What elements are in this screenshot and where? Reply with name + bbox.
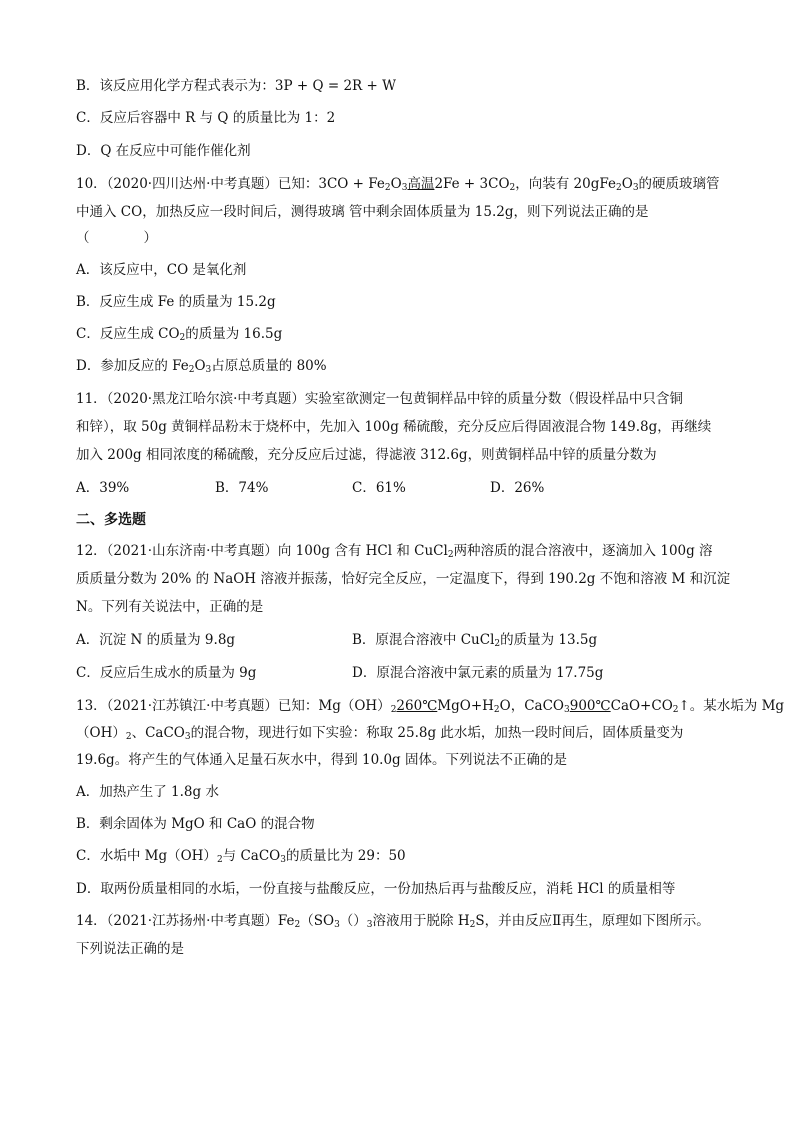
reaction-condition: 高温 — [407, 176, 435, 192]
q10-stem-line1: 10．（2020·四川达州·中考真题）已知：$3CO + Fe_2O_3$高温$2Fe + 3CO_2$，向装有 $20gFe_2O_3$的硬质玻璃管 — [76, 176, 720, 193]
q12-stem-line2: 质质量分数为 20% 的 NaOH 溶液并振荡，恰好完全反应，一定温度下，得到 190.2g 不饱和溶液 M 和沉淀 — [76, 571, 731, 587]
reaction-condition: 260℃ — [396, 698, 438, 714]
q10-option-b: B．反应生成 Fe 的质量为 15.2g — [76, 294, 276, 310]
q9-option-b: B．该反应用化学方程式表示为：3P + Q = 2R + W — [76, 78, 396, 94]
q11-option-d: D．26% — [490, 480, 545, 496]
q14-stem-line1: 14．（2021·江苏扬州·中考真题）$Fe_2(SO_3()_3$溶液用于脱除 $H_2S$，并由反应Ⅱ再生，原理如下图所示。 — [76, 913, 710, 930]
q12-option-c: C．反应后生成水的质量为 9g — [76, 665, 257, 681]
q13-option-c: C．水垢中 $Mg(OH)_2$与 CaCO$_3$的质量比为 29：50 — [76, 848, 406, 865]
q13-option-b: B．剩余固体为 MgO 和 CaO 的混合物 — [76, 816, 315, 832]
q11-option-b: B．74% — [215, 480, 269, 496]
q11-option-a: A．39% — [76, 480, 130, 496]
q10-option-a: A．该反应中，CO 是氧化剂 — [76, 262, 247, 278]
q10-number: 10． — [76, 176, 107, 192]
reaction-condition: 900℃ — [569, 698, 611, 714]
q11-stem-line2: 和锌），取 50g 黄铜样品粉末于烧杯中，先加入 100g 稀硫酸，充分反应后得固液混合物 149.8g，再继续 — [76, 419, 712, 435]
q10-option-d: D．参加反应的 $Fe_2O_3$占原总质量的 80% — [76, 358, 327, 375]
q9-option-d: D．Q 在反应中可能作催化剂 — [76, 143, 251, 159]
q10-stem-line2: 中通入 CO，加热反应一段时间后，测得玻璃 管中剩余固体质量为 15.2g，则下列说法正确的是 — [76, 204, 649, 220]
section-heading: 二、多选题 — [76, 512, 146, 528]
q12-stem-line1: 12．（2021·山东济南·中考真题）向 100g 含有 HCl 和 CuCl$_2$两种溶质的混合溶液中，逐滴加入 100g 溶 — [76, 543, 713, 560]
q10-source: （2020·四川达州·中考真题） — [106, 176, 278, 192]
q11-stem-line3: 加入 200g 相同浓度的稀硫酸，充分反应后过滤，得滤液 312.6g，则黄铜样品中锌的质量分数为 — [76, 447, 657, 463]
q13-stem-line1: 13．（2021·江苏镇江·中考真题）已知：$Mg(OH)_2260℃MgO+H_2O$，$CaCO_3900℃CaO+CO_2↑$。某水垢为 Mg — [76, 698, 785, 715]
q11-stem-line1: 11．（2020·黑龙江哈尔滨·中考真题）实验室欲测定一包黄铜样品中锌的质量分数（假设样品中只含铜 — [76, 391, 683, 407]
q10-answer-blank: （ ） — [76, 230, 157, 246]
q10-option-c: C．反应生成 $CO_2$的质量为 16.5g — [76, 326, 283, 343]
q12-option-b: B．原混合溶液中 CuCl$_2$的质量为 13.5g — [352, 632, 598, 649]
q14-stem-line2: 下列说法正确的是 — [76, 941, 184, 957]
q13-stem-line3: 19.6g。将产生的气体通入足量石灰水中，得到 10.0g 固体。下列说法不正确的是 — [76, 752, 567, 768]
q13-option-a: A．加热产生了 1.8g 水 — [76, 784, 219, 800]
q9-option-c: C．反应后容器中 R 与 Q 的质量比为 1：2 — [76, 110, 336, 126]
q12-option-d: D．原混合溶液中氯元素的质量为 17.75g — [352, 665, 604, 681]
q12-option-a: A．沉淀 N 的质量为 9.8g — [76, 632, 236, 648]
q13-option-d: D．取两份质量相同的水垢，一份直接与盐酸反应，一份加热后再与盐酸反应，消耗 HCl 的质量相等 — [76, 881, 676, 897]
q11-option-c: C．61% — [352, 480, 406, 496]
q13-stem-line2: $(OH)_2$、CaCO$_3$的混合物，现进行如下实验：称取 25.8g 此水垢，加热一段时间后，固体质量变为 — [76, 725, 684, 742]
q12-stem-line3: N。下列有关说法中，正确的是 — [76, 599, 264, 615]
